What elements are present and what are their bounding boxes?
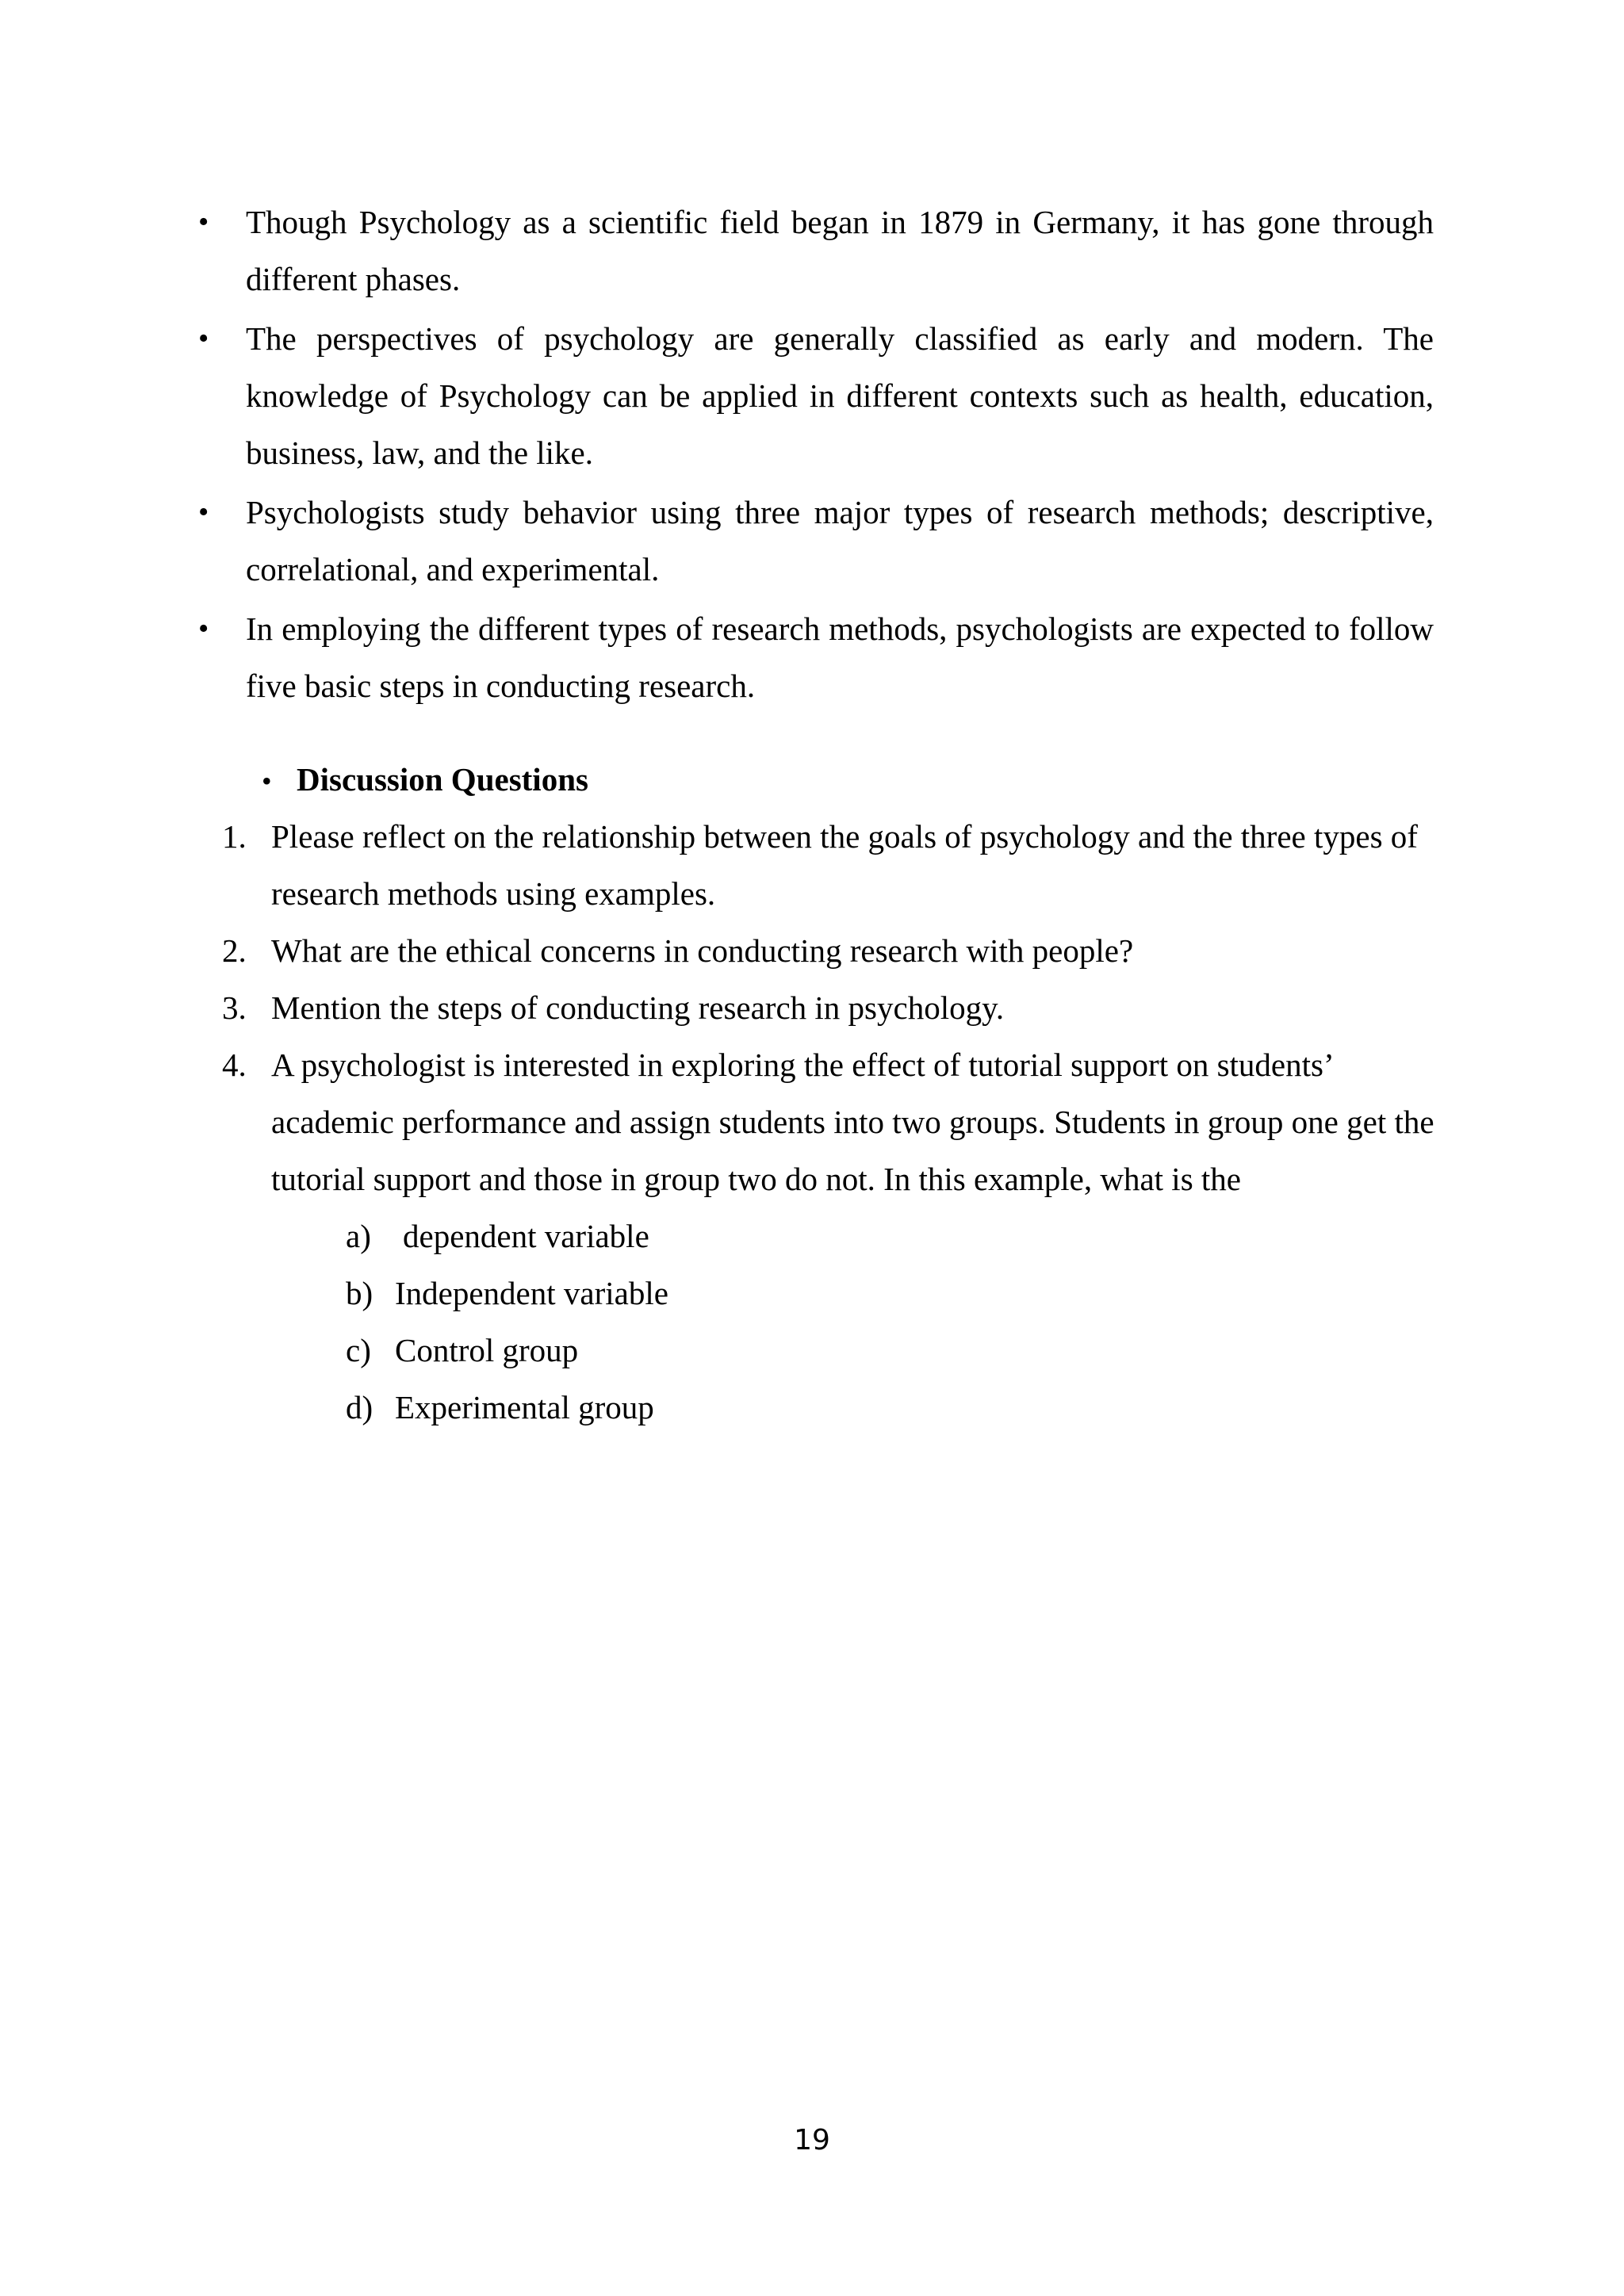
answer-option: [271, 1379, 1381, 1436]
discussion-heading-text: Discussion Questions: [297, 761, 588, 798]
question-number: 1.: [222, 818, 247, 855]
summary-text: Psychologists study behavior using three major types of research methods; descriptive, correlational, and experimental.: [246, 494, 1434, 587]
summary-item: [198, 193, 1434, 308]
question-number: 4.: [222, 1047, 247, 1083]
bullet-icon: •: [198, 612, 209, 645]
summary-text: The perspectives of psychology are generally classified as early and modern. The knowledge of Psychology can be applied in different contexts such as health, education, business, law, and the like.: [246, 320, 1434, 471]
option-letter: a): [346, 1218, 371, 1254]
option-letter: c): [346, 1332, 371, 1368]
question-text: A psychologist is interested in exploring the effect of tutorial support on students’ academic performance and assign students into two groups. Students in group one get the tutorial support and those in group two do not. In this example, what is the: [271, 1047, 1434, 1197]
option-letter: b): [346, 1275, 373, 1311]
summary-text: Though Psychology as a scientific field began in 1879 in Germany, it has gone through different phases.: [246, 204, 1434, 297]
question-text: Mention the steps of conducting research in psychology.: [271, 989, 1005, 1026]
question-number: 3.: [222, 989, 247, 1026]
bullet-icon: •: [198, 496, 209, 529]
discussion-question-list: [214, 808, 1435, 1207]
summary-item: [198, 484, 1434, 598]
question-text: What are the ethical concerns in conducting research with people?: [271, 932, 1134, 969]
bullet-icon: •: [198, 205, 209, 239]
question-item: [214, 808, 1435, 922]
option-letter: d): [346, 1389, 373, 1425]
answer-option: [271, 1265, 1381, 1322]
question-item: [214, 922, 1435, 979]
summary-item: [198, 310, 1434, 481]
summary-item: [198, 600, 1434, 714]
answer-option: [271, 1322, 1381, 1379]
option-text: dependent variable: [403, 1218, 649, 1254]
option-text: Independent variable: [395, 1275, 668, 1311]
summary-list: [198, 193, 1434, 717]
bullet-icon: •: [198, 322, 209, 355]
discussion-heading: [262, 751, 588, 809]
question-item: [214, 1036, 1435, 1207]
question-text: Please reflect on the relationship between the goals of psychology and the three types of research methods using examples.: [271, 818, 1418, 912]
summary-text: In employing the different types of research methods, psychologists are expected to follow five basic steps in conducting research.: [246, 610, 1434, 704]
answer-option: [271, 1207, 1381, 1265]
question-item: [214, 979, 1435, 1036]
bullet-icon: •: [262, 765, 272, 797]
option-text: Control group: [395, 1332, 579, 1368]
question-number: 2.: [222, 932, 247, 969]
page-number: 19: [794, 2124, 830, 2156]
answer-option-list: [271, 1207, 1381, 1436]
option-text: Experimental group: [395, 1389, 654, 1425]
